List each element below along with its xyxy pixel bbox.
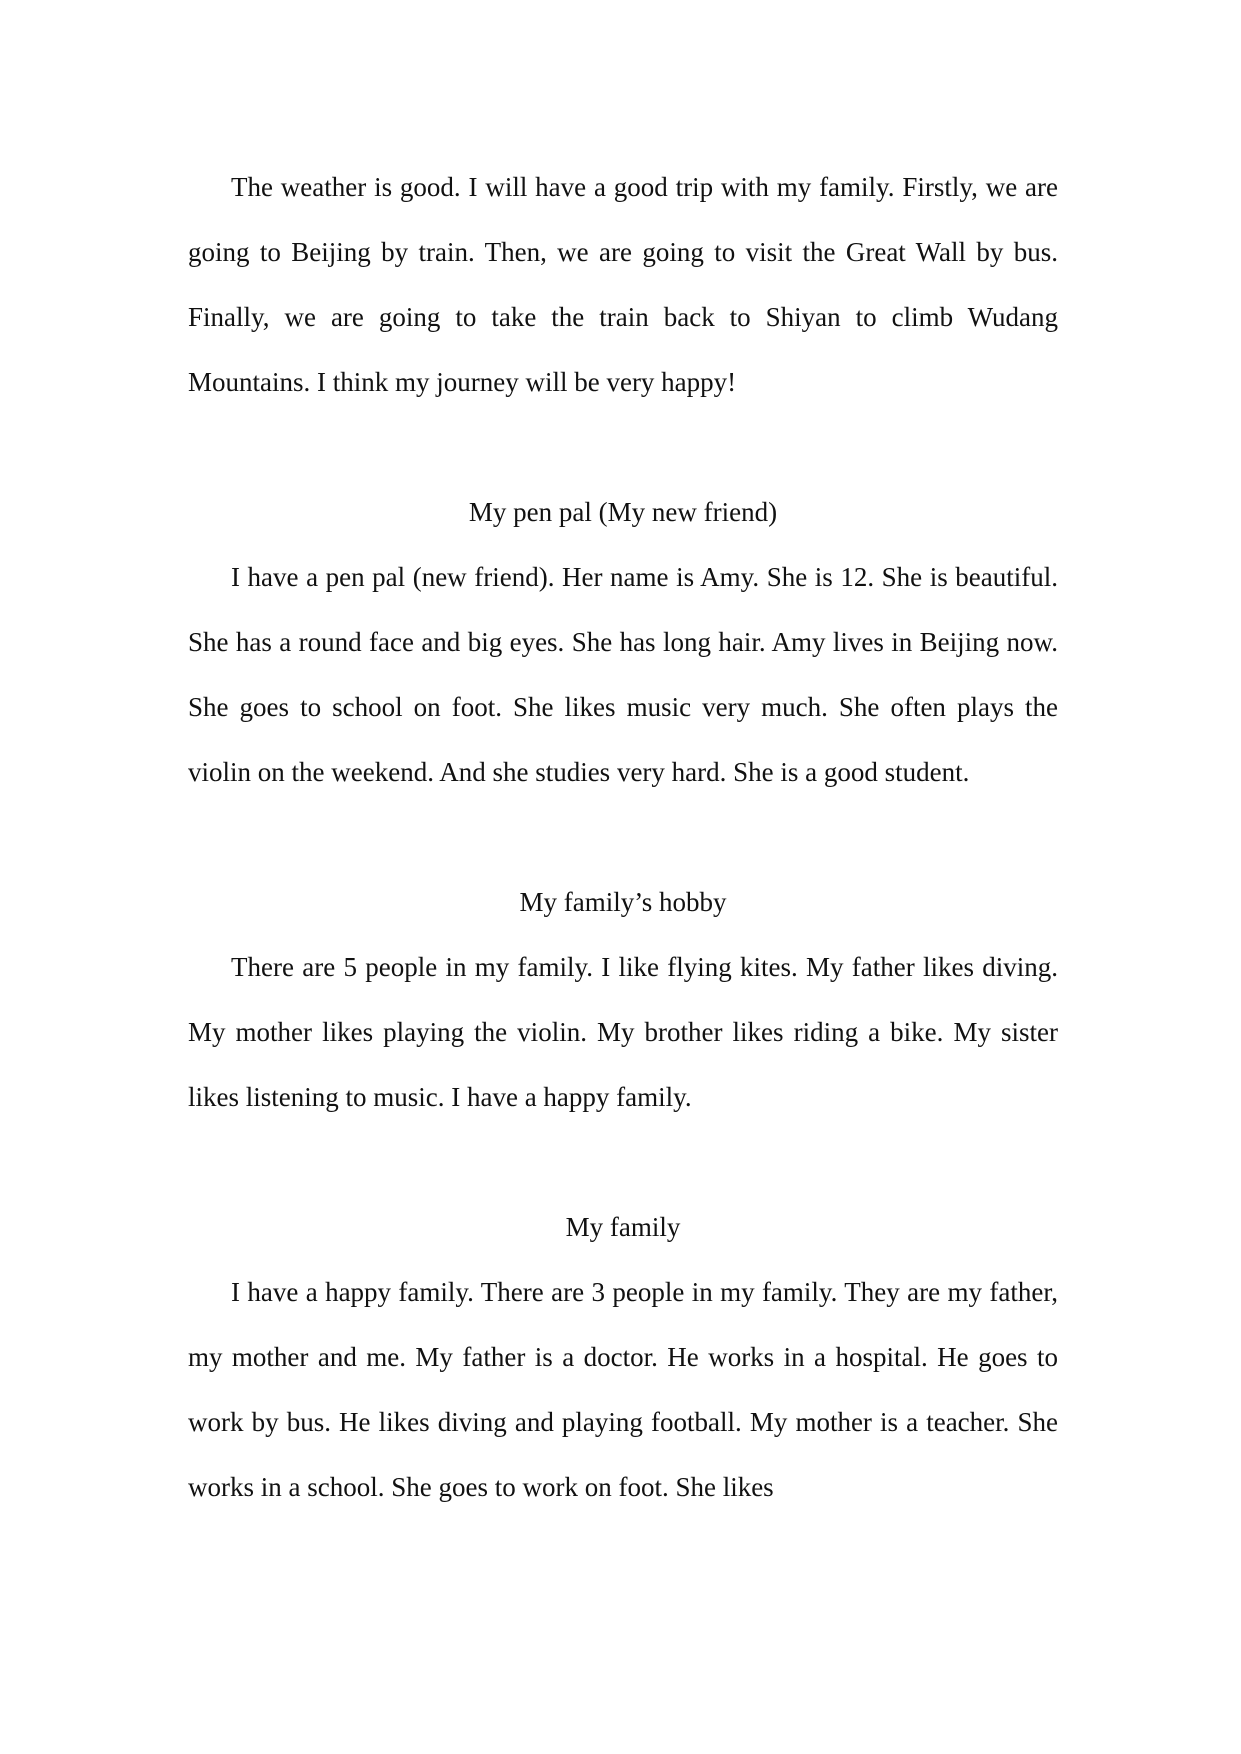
document-content bbox=[188, 155, 1058, 1520]
my-family-heading: My family bbox=[565, 1212, 681, 1242]
pen-pal-paragraph: I have a pen pal (new friend). Her name is Amy. She is 12. She is beautiful. She has a round face and big eyes. She has long hair. Amy lives in Beijing now. She goes to school on foot. She likes music very much. She often plays the violin on the weekend. And she studies very hard. She is a good student. bbox=[188, 562, 1058, 787]
section-gap bbox=[188, 415, 1058, 480]
trip-paragraph: The weather is good. I will have a good trip with my family. Firstly, we are going to Beijing by train. Then, we are going to visit the Great Wall by bus. Finally, we are going to take the train back to Shiyan to climb Wudang Mountains. I think my journey will be very happy! bbox=[188, 172, 1058, 397]
section-gap bbox=[188, 805, 1058, 870]
family-hobby-heading: My family’s hobby bbox=[519, 887, 727, 917]
family-hobby-paragraph: There are 5 people in my family. I like flying kites. My father likes diving. My mother likes playing the violin. My brother likes riding a bike. My sister likes listening to music. I have a happy family. bbox=[188, 952, 1058, 1112]
my-family-paragraph: I have a happy family. There are 3 people in my family. They are my father, my mother and me. My father is a doctor. He works in a hospital. He goes to work by bus. He likes diving and playing football. My mother is a teacher. She works in a school. She goes to work on foot. She likes bbox=[188, 1277, 1058, 1502]
pen-pal-heading: My pen pal (My new friend) bbox=[468, 497, 778, 527]
section-gap bbox=[188, 1130, 1058, 1195]
